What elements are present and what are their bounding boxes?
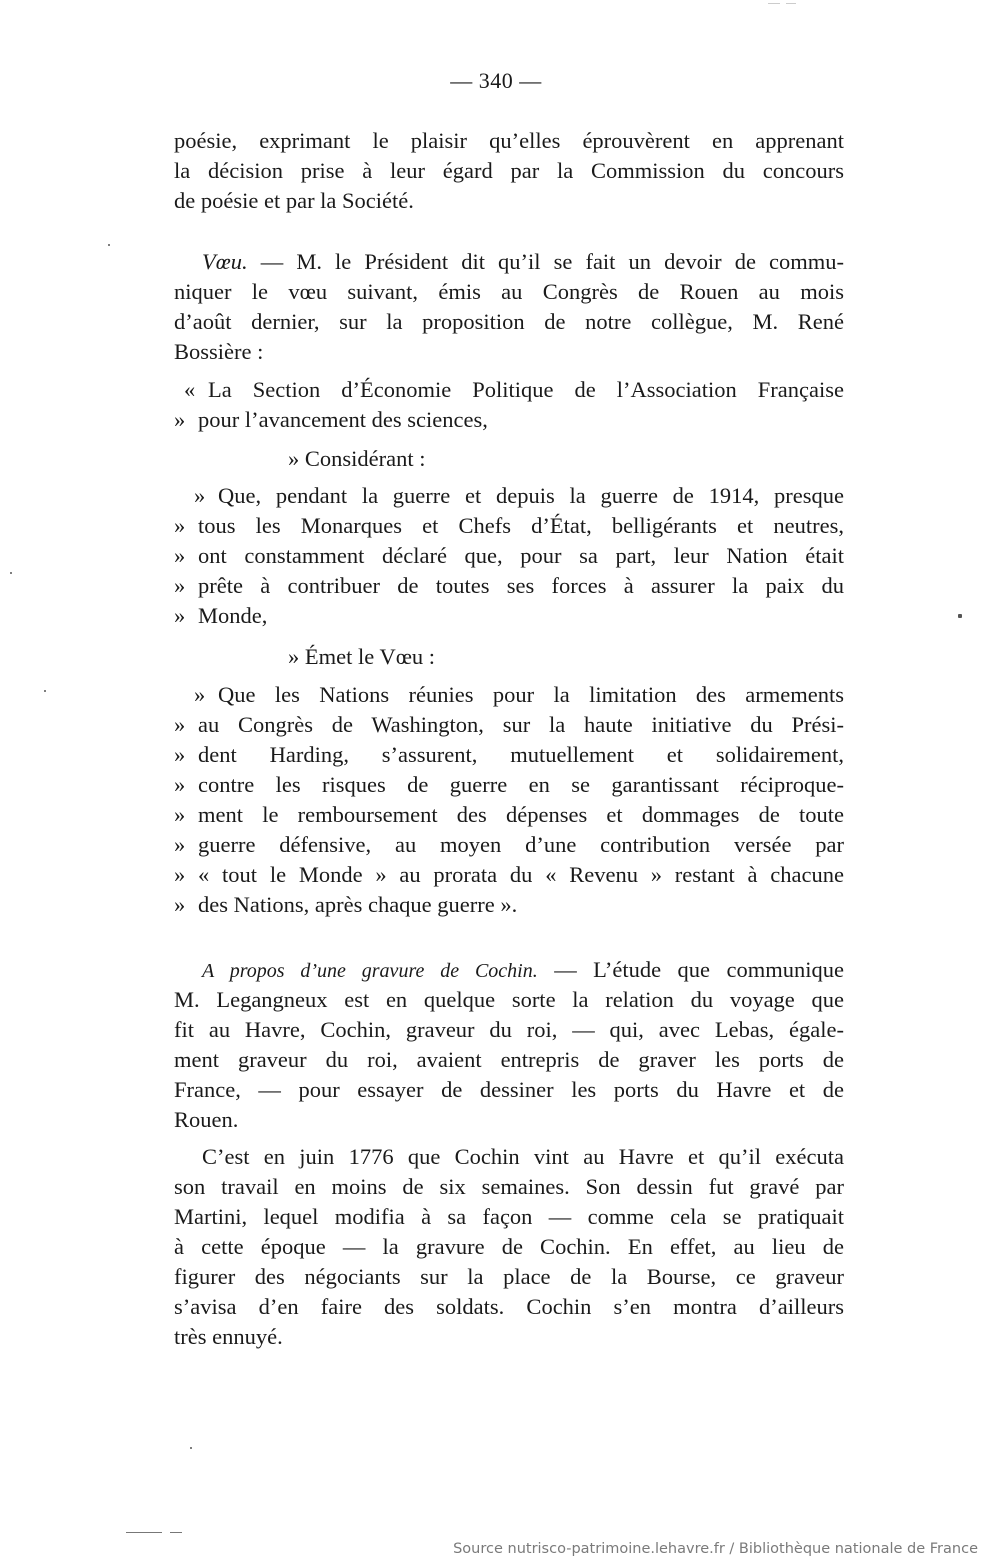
scan-mark (768, 3, 780, 4)
text-line (174, 955, 844, 985)
quote-section (174, 375, 844, 435)
text-line: à cette époque — la gravure de Cochin. En effet, au lieu de (174, 1234, 844, 1259)
quote-text: Que les Nations réunies pour la limitation des armements (218, 682, 844, 707)
text-line: C’est en juin 1776 que Cochin vint au Havre et qu’il exécuta (202, 1144, 844, 1169)
text-run: — L’étude que communique (537, 957, 844, 982)
emet-heading (174, 642, 844, 672)
quote-line (174, 571, 844, 601)
quote-que-1 (174, 481, 844, 631)
quote-line (174, 740, 844, 770)
quote-text: dent Harding, s’assurent, mutuellement et solidairement, (198, 742, 844, 767)
quote-mark: » (174, 832, 186, 857)
text-line: d’août dernier, sur la proposition de notre collègue, M. René (174, 309, 844, 334)
quote-text: Monde, (198, 603, 268, 628)
text-line: très ennuyé. (174, 1324, 283, 1349)
quote-line (174, 481, 844, 511)
paragraph-voeu (174, 247, 844, 367)
quote-text: Que, pendant la guerre et depuis la guerre de 1914, presque (218, 483, 844, 508)
quote-line (174, 680, 844, 710)
quote-mark: » (174, 862, 186, 887)
quote-mark: » (174, 742, 186, 767)
text-line: Bossière : (174, 339, 264, 364)
quote-line (174, 405, 844, 435)
text-line: niquer le vœu suivant, émis au Congrès de Rouen au mois (174, 279, 844, 304)
quote-text: contre les risques de guerre en se garantissant réciproque- (198, 772, 844, 797)
quote-text: des Nations, après chaque guerre ». (198, 892, 518, 917)
paragraph-cochin (174, 955, 844, 1135)
paragraph-poesie (174, 126, 844, 216)
quote-mark: » (174, 772, 186, 797)
quote-line (174, 511, 844, 541)
quote-text: au Congrès de Washington, sur la haute initiative du Prési- (198, 712, 844, 737)
text-line: poésie, exprimant le plaisir qu’elles éprouvèrent en apprenant (174, 128, 844, 153)
quote-text: pour l’avancement des sciences, (198, 407, 488, 432)
quote-text: « tout le Monde » au prorata du « Revenu » restant à chacune (198, 862, 844, 887)
text-line: fit au Havre, Cochin, graveur du roi, — qui, avec Lebas, égale- (174, 1017, 844, 1042)
quote-que-2 (174, 680, 844, 920)
quote-line (174, 541, 844, 571)
quote-text: La Section d’Économie Politique de l’Association Française (208, 377, 844, 402)
text-line: s’avisa d’en faire des soldats. Cochin s’en montra d’ailleurs (174, 1294, 844, 1319)
text-line: M. Legangneux est en quelque sorte la relation du voyage que (174, 987, 844, 1012)
quote-text: ont constamment déclaré que, pour sa part, leur Nation était (198, 543, 844, 568)
scan-mark (786, 3, 796, 4)
quote-text: tous les Monarques et Chefs d’État, belligérants et neutres, (198, 513, 844, 538)
quote-mark: » (174, 573, 186, 598)
source-attribution: Source nutrisco-patrimoine.lehavre.fr / Bibliothèque nationale de France (453, 1541, 978, 1557)
quote-line (174, 375, 844, 405)
text-line: Rouen. (174, 1107, 239, 1132)
scan-mark (170, 1532, 182, 1533)
text-line: » Émet le Vœu : (288, 644, 436, 669)
quote-mark: » (174, 712, 186, 737)
text-line: Martini, lequel modifia à sa façon — comme cela se pratiquait (174, 1204, 844, 1229)
scan-dot (44, 690, 46, 692)
quote-mark: » (174, 603, 186, 628)
scan-dot (190, 1447, 192, 1449)
text-line: figurer des négociants sur la place de la Bourse, ce graveur (174, 1264, 844, 1289)
quote-line (174, 860, 844, 890)
quote-text: guerre défensive, au moyen d’une contribution versée par (198, 832, 844, 857)
scan-dot (958, 614, 962, 618)
quote-mark: » (194, 483, 206, 508)
quote-line (174, 830, 844, 860)
text-line (174, 247, 844, 277)
quote-mark: » (174, 892, 186, 917)
paragraph-juin (174, 1142, 844, 1352)
quote-line (174, 890, 844, 920)
quote-line (174, 770, 844, 800)
page-number: — 340 — (450, 68, 542, 93)
text-line: » Considérant : (288, 446, 426, 471)
text-line: son travail en moins de six semaines. Son dessin fut gravé par (174, 1174, 844, 1199)
quote-line (174, 800, 844, 830)
quote-mark: » (174, 407, 186, 432)
text-line: France, — pour essayer de dessiner les ports du Havre et de (174, 1077, 844, 1102)
quote-mark: » (194, 682, 206, 707)
scan-dot (108, 244, 110, 246)
quote-text: prête à contribuer de toutes ses forces à assurer la paix du (198, 573, 844, 598)
quote-mark: » (174, 513, 186, 538)
quote-text: ment le remboursement des dépenses et dommages de toute (198, 802, 844, 827)
text-line: la décision prise à leur égard par la Commission du concours (174, 158, 844, 183)
quote-mark: » (174, 802, 186, 827)
quote-line (174, 601, 844, 631)
cochin-heading: A propos d’une gravure de Cochin. (202, 960, 538, 982)
text-line: ment graveur du roi, avaient entrepris de graver les ports de (174, 1047, 844, 1072)
scan-dot (10, 572, 12, 574)
considerant-heading (174, 444, 844, 474)
scan-mark (126, 1532, 162, 1533)
text-line: de poésie et par la Société. (174, 188, 414, 213)
text-run: — M. le Président dit qu’il se fait un devoir de commu- (247, 249, 844, 274)
quote-mark: » (174, 543, 186, 568)
quote-line (174, 710, 844, 740)
quote-mark: « (184, 377, 196, 402)
voeu-heading: Vœu. (202, 249, 248, 274)
